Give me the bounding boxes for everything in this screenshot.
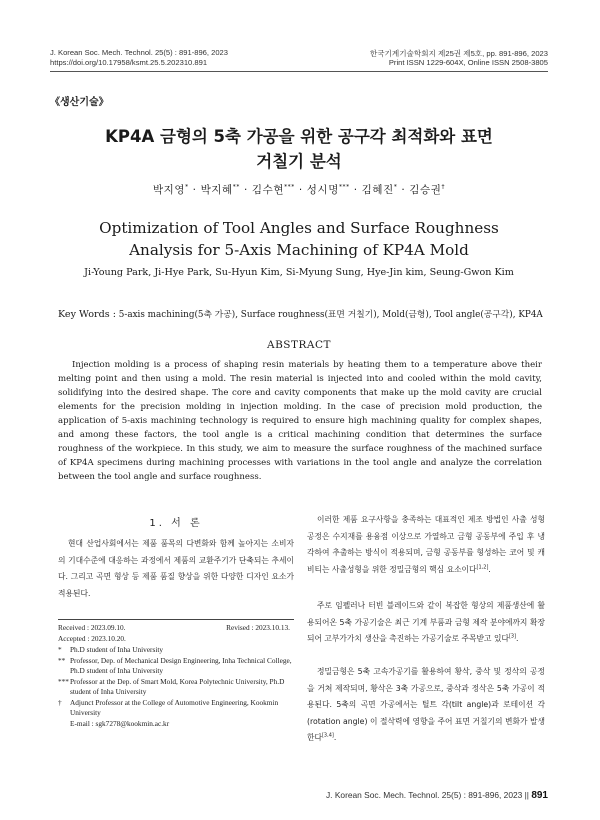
journal-citation-korean: 한국기계기술학회지 제25권 제5호, pp. 891-896, 2023: [369, 49, 548, 58]
header-rule: [50, 71, 548, 72]
doi-link[interactable]: https://doi.org/10.17958/ksmt.25.5.202310.891: [50, 58, 208, 67]
footnote: † Adjunct Professor at the College of Automotive Engineering, Kookmin University: [58, 697, 279, 717]
intro-paragraph: 정밀금형은 5축 고속가공기를 활용하여 황삭, 중삭 및 정삭의 공정을 거쳐 제작되며, 황삭은 3축 가공으로, 중삭과 정삭은 5축 가공이 적용된다. 5축의 곡면 가공에서는 틸트 각(tilt angle)과 로테이션 각(rotation angle) 이 절삭력에 영향을 주어 표면 거칠기의 변화가 발생한다[3,4].: [307, 667, 545, 743]
author: 박지혜**: [200, 183, 240, 196]
footnote: *** Professor at the Dep. of Smart Mold, Korea Polytechnic University, Ph.D student of Inha University: [58, 676, 285, 696]
footnote: ** Professor, Dep. of Mechanical Design Engineering, Inha Technical College, Ph.D student of Inha University: [58, 655, 292, 675]
intro-paragraph-left: 현대 산업사회에서는 제품 품목의 다변화와 함께 높아지는 소비자의 기대수준에 대응하는 과정에서 제품의 교환주기가 단축되는 추세이다. 그리고 곡면 형상 등 제품 품질 향상을 위한 다양한 디자인 요소가 적용된다.: [58, 539, 294, 598]
keywords: [58, 307, 548, 320]
footer-citation: J. Korean Soc. Mech. Technol. 25(5) : 891-896, 2023 ||: [325, 790, 529, 800]
journal-citation: J. Korean Soc. Mech. Technol. 25(5) : 891-896, 2023: [50, 48, 228, 57]
affiliation-footnotes: [58, 645, 294, 729]
footnote: * Ph.D student of Inha University: [58, 645, 164, 654]
page-footer: [326, 790, 548, 801]
author: 성시명***: [306, 183, 350, 196]
accepted-date: Accepted : 2023.10.20.: [58, 634, 126, 643]
section-tag: 《생산기술》: [50, 97, 109, 108]
section-heading-introduction: 1. 서 론: [149, 518, 203, 529]
title-english-line-2: Analysis for 5-Axis Machining of KP4A Mold: [129, 241, 469, 259]
author: 박지영*: [152, 183, 189, 196]
author: 김혜진*: [361, 183, 398, 196]
dates-received-revised: [58, 623, 294, 634]
author: 김승권†: [409, 183, 446, 196]
footnote-rule: [58, 619, 294, 620]
revised-date: Revised : 2023.10.13.: [226, 623, 290, 632]
author: 김수현***: [251, 183, 295, 196]
footnote-email[interactable]: E-mail : sgk7278@kookmin.ac.kr: [70, 718, 170, 728]
authors-korean: 박지영* · 박지혜** · 김수현*** · 성시명*** · 김혜진* · 김승권†: [152, 183, 446, 196]
issn: Print ISSN 1229-604X, Online ISSN 2508-3805: [388, 58, 548, 67]
title-korean-line-2: 거칠기 분석: [256, 152, 342, 171]
intro-paragraph: 이러한 제품 요구사항을 충족하는 대표적인 제조 방법인 사출 성형 공정은 수지재를 용융점 이상으로 가열하고 금형 공동부에 주입 후 냉각하여 추출하는 방식이 적용되며, 금형 공동부를 형성하는 코어 및 캐비티는 사출성형을 위한 정밀금형의 핵심 요소이다[1,2].: [307, 515, 545, 574]
title-korean-line-1: KP4A 금형의 5축 가공을 위한 공구각 최적화와 표면: [105, 127, 493, 146]
keywords-label: Key Words :: [58, 309, 116, 320]
abstract-heading: ABSTRACT: [266, 339, 332, 351]
received-date: Received : 2023.09.10.: [58, 623, 126, 632]
intro-paragraph: 주로 임펠러나 터빈 블레이드와 같이 복잡한 형상의 제품생산에 활용되어온 5축 가공기술은 최근 기계 부품과 금형 제작 분야에까지 확장되어 고부가가치 생산을 촉진하는 가공기술로 주목받고 있다[3].: [307, 601, 545, 644]
page-number: 891: [531, 790, 548, 801]
authors-english: Ji-Young Park, Ji-Hye Park, Su-Hyun Kim, Si-Myung Sung, Hye-Jin kim, Seung-Gwon Kim: [84, 267, 514, 278]
abstract-body: Injection molding is a process of shaping resin materials by heating them to a temperature above their melting point and then using a mold. The resin material is injected into and cooled within the mold cavity, solidifying into the desired shape. The core and cavity components that make up the mold cavity are crucial elements for the precision molding in injection molding. In the case of precision mold production, the application of 5-axis machining technology is required to ensure high machining quality for complex shapes, and among these factors, the tool angle is a critical machining condition that determines the surface roughness of the workpiece. In this study, we aim to measure the surface roughness of the machined surface of KP4A specimens during machining processes with variations in the tool angle and analyze the correlation between the tool angle and surface roughness.: [58, 360, 542, 482]
keywords-text: 5-axis machining(5축 가공), Surface roughness(표면 거칠기), Mold(금형), Tool angle(공구각), KP4A: [118, 310, 543, 320]
title-english-line-1: Optimization of Tool Angles and Surface Roughness: [99, 219, 499, 237]
